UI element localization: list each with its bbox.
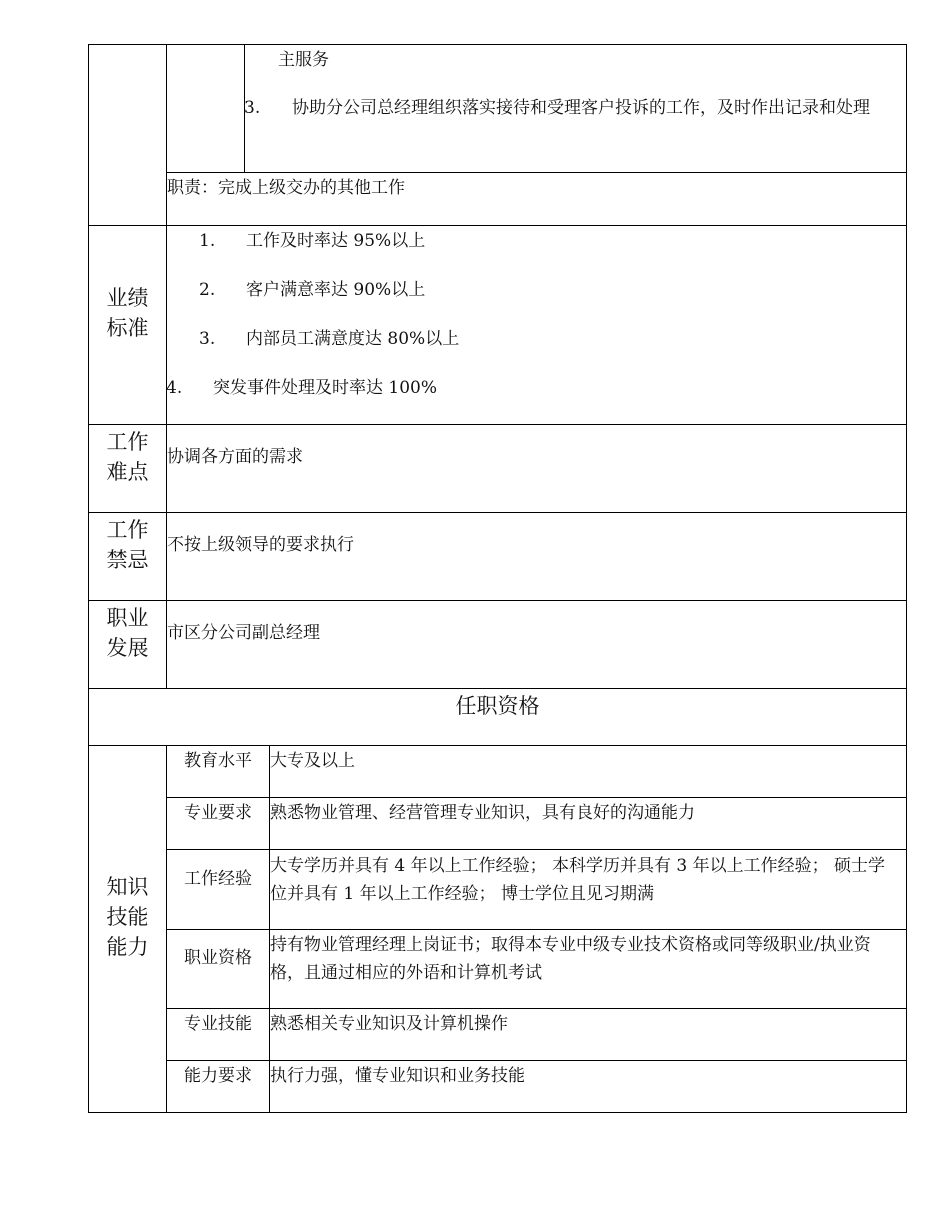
- row-divider: [166, 1008, 907, 1009]
- duty-item-2-tail: 主服务: [278, 50, 329, 70]
- performance-item-text: 内部员工满意度达 80%以上: [246, 329, 460, 349]
- table-border-right: [906, 44, 907, 1113]
- qualification-value: 大专及以上: [270, 751, 355, 771]
- performance-item-number: 4.: [166, 378, 183, 398]
- qualification-key: 工作经验: [184, 869, 252, 889]
- row-divider: [88, 745, 907, 746]
- duty-item-3-text: 协助分公司总经理组织落实接待和受理客户投诉的工作，及时作出记录和处理: [292, 98, 870, 118]
- qualification-key: 教育水平: [184, 751, 252, 771]
- row-divider: [88, 688, 907, 689]
- difficulty-label: 工作 难点: [106, 430, 149, 484]
- performance-label: 业绩 标准: [106, 286, 149, 340]
- qualification-key: 专业技能: [184, 1014, 252, 1034]
- performance-item-text: 突发事件处理及时率达 100%: [213, 378, 438, 398]
- table-border-bottom: [88, 1112, 907, 1113]
- row-divider: [88, 600, 907, 601]
- performance-item-number: 2.: [199, 280, 216, 300]
- other-duty: 职责：完成上级交办的其他工作: [167, 178, 405, 198]
- performance-item-text: 工作及时率达 95%以上: [246, 231, 426, 251]
- career-text: 市区分公司副总经理: [167, 623, 320, 643]
- difficulty-text: 协调各方面的需求: [167, 447, 303, 467]
- table-border-top: [88, 44, 907, 45]
- row-divider: [166, 929, 907, 930]
- row-divider: [166, 849, 907, 850]
- performance-item: [199, 278, 425, 302]
- performance-item: [199, 229, 425, 253]
- taboo-text: 不按上级领导的要求执行: [167, 535, 354, 555]
- qualification-title: 任职资格: [455, 694, 540, 718]
- duty-item-3: [244, 94, 896, 122]
- row-divider: [88, 512, 907, 513]
- performance-item: [199, 327, 459, 351]
- label-column-divider: [166, 44, 167, 689]
- performance-item-number: 3.: [199, 329, 216, 349]
- qualification-value: 执行力强，懂专业知识和业务技能: [270, 1066, 525, 1086]
- qualification-key: 能力要求: [184, 1066, 252, 1086]
- row-divider: [166, 797, 907, 798]
- performance-item: [166, 376, 437, 400]
- qualification-key: 职业资格: [184, 948, 252, 968]
- row-divider: [166, 1060, 907, 1061]
- row-divider: [166, 172, 907, 173]
- row-divider: [88, 225, 907, 226]
- performance-item-text: 客户满意率达 90%以上: [246, 280, 426, 300]
- qualification-value: 大专学历并具有 4 年以上工作经验； 本科学历并具有 3 年以上工作经验； 硕士学位并具有 1 年以上工作经验； 博士学位且见习期满: [270, 856, 886, 904]
- qualification-key: 专业要求: [184, 803, 252, 823]
- qualification-value: 熟悉物业管理、经营管理专业知识，具有良好的沟通能力: [270, 803, 695, 823]
- qualification-value: 熟悉相关专业知识及计算机操作: [270, 1014, 508, 1034]
- taboo-label: 工作 禁忌: [106, 518, 149, 572]
- career-label: 职业 发展: [106, 606, 149, 660]
- qualification-group-label: 知识 技能 能力: [106, 875, 149, 959]
- row-divider: [88, 424, 907, 425]
- performance-item-number: 1.: [199, 231, 216, 251]
- qualification-value: 持有物业管理经理上岗证书；取得本专业中级专业技术资格或同等级职业/执业资格，且通过相应的外语和计算机考试: [270, 935, 871, 983]
- duty-item-3-number: 3.: [244, 98, 261, 118]
